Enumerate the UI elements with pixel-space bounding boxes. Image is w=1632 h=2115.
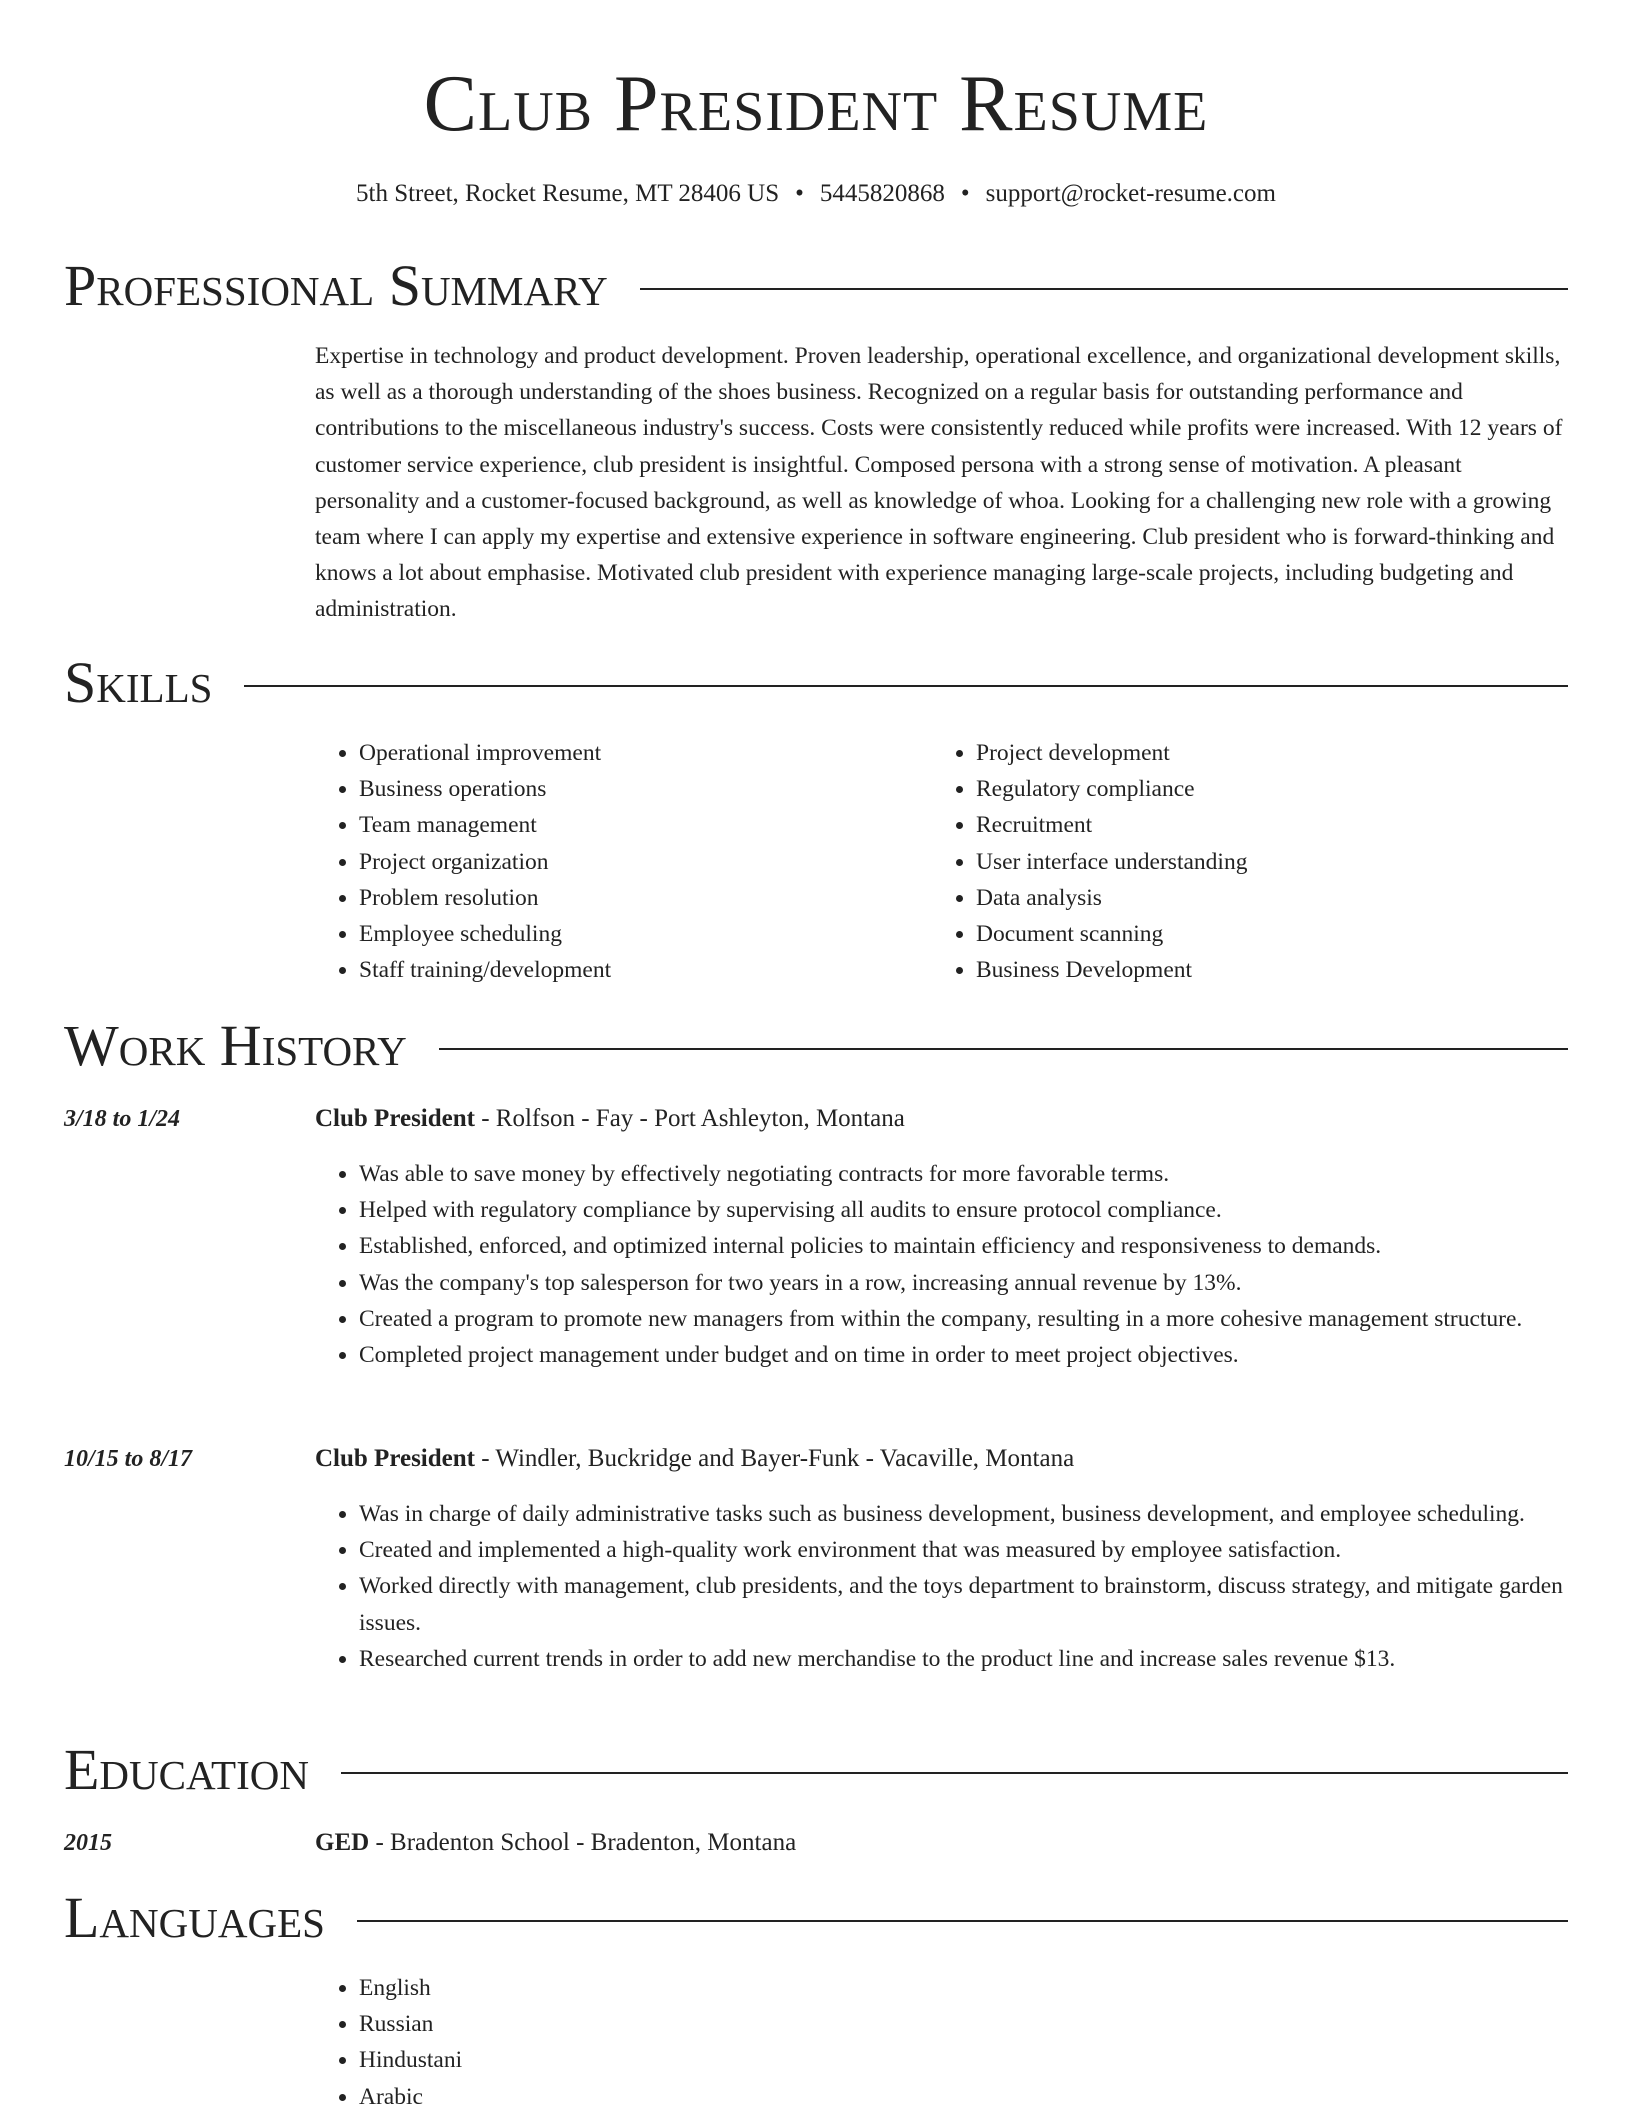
section-divider [640,288,1568,290]
language-item: • English [359,1970,1575,2006]
skill-item: • Staff training/development [359,952,932,988]
skill-item: • Regulatory compliance [976,771,1549,807]
skill-item: • Data analysis [976,880,1549,916]
education-school: - Bradenton School - Bradenton, Montana [369,1829,797,1856]
skill-item: • Employee scheduling [359,916,932,952]
job-title: Club President [315,1105,475,1132]
contact-address: 5th Street, Rocket Resume, MT 28406 US [356,180,780,207]
duty-item: • Established, enforced, and optimized internal policies to maintain efficiency and responsiveness to demands. [359,1228,1575,1264]
skill-item: • Document scanning [976,916,1549,952]
work-heading: Work History [64,1013,407,1078]
skill-item: • User interface understanding [976,844,1549,880]
contact-phone: 5445820868 [819,180,945,207]
duty-item: • Researched current trends in order to add new merchandise to the product line and increase sales revenue $13. [359,1641,1575,1677]
languages-list [315,1970,1575,2115]
work-section-header [64,1014,1568,1078]
job-employer: - Rolfson - Fay - Port Ashleyton, Montana [474,1105,905,1132]
section-divider [439,1048,1568,1050]
job-title: Club President [315,1445,475,1472]
summary-text: Expertise in technology and product development. Proven leadership, operational excellence, and organizational development skills, as well as a thorough understanding of the shoes business. Recognized on a regular basis for outstanding performance and contributions to the miscellaneous industry's success. Costs were consistently reduced while profits were increased. With 12 years of customer service experience, club president is insightful. Composed persona with a strong sense of motivation. A pleasant personality and a customer-focused background, as well as knowledge of whoa. Looking for a challenging new role with a growing team where I can apply my expertise and extensive experience in software engineering. Club president who is forward-thinking and knows a lot about emphasise. Motivated club president with experience managing large-scale projects, including budgeting and administration. [315,343,1563,623]
languages-heading: Languages [64,1885,325,1950]
contact-separator: • [795,180,804,207]
resume-title: Club President Resume [423,60,1209,148]
duty-item: • Was in charge of daily administrative tasks such as business development, business development, and employee scheduling. [359,1496,1575,1532]
language-item: • Russian [359,2006,1575,2042]
job-dates: 10/15 to 8/17 [64,1446,193,1472]
skill-item: • Recruitment [976,807,1549,843]
duty-item: • Worked directly with management, club presidents, and the toys department to brainstorm, discuss strategy, and mitigate garden issues. [359,1568,1575,1640]
skill-item: • Project development [976,735,1549,771]
skill-item: • Business Development [976,952,1549,988]
education-heading: Education [64,1737,309,1802]
language-item: • Arabic [359,2079,1575,2115]
job-heading [315,1441,1074,1477]
education-degree: GED [315,1829,370,1856]
job-dates: 3/18 to 1/24 [64,1106,181,1132]
languages-section-header [64,1886,1568,1950]
duty-item: • Created and implemented a high-quality work environment that was measured by employee satisfaction. [359,1532,1575,1568]
contact-line [0,178,1632,210]
skill-item: • Team management [359,807,932,843]
skill-item: • Project organization [359,844,932,880]
duty-item: • Was the company's top salesperson for two years in a row, increasing annual revenue by 13%. [359,1265,1575,1301]
section-divider [244,685,1568,687]
job-employer: - Windler, Buckridge and Bayer-Funk - Vacaville, Montana [474,1445,1075,1472]
education-entry [315,1825,796,1861]
contact-email: support@rocket-resume.com [985,180,1276,207]
education-section-header [64,1738,1568,1802]
section-divider [341,1772,1568,1774]
job-heading [315,1101,905,1137]
summary-section-header [64,254,1568,318]
duty-item: • Created a program to promote new managers from within the company, resulting in a more cohesive management structure. [359,1301,1575,1337]
language-item: • Hindustani [359,2042,1575,2078]
skills-section-header [64,651,1568,715]
job-duties [315,1156,1575,1373]
skills-list [315,735,1570,988]
duty-item: • Helped with regulatory compliance by supervising all audits to ensure protocol compliance. [359,1192,1575,1228]
education-year: 2015 [64,1830,112,1856]
contact-separator: • [960,180,970,207]
skill-item: • Operational improvement [359,735,932,771]
job-duties [315,1496,1575,1677]
section-divider [357,1920,1568,1922]
skills-column-right [932,735,1549,988]
skills-column-left [315,735,932,988]
duty-item: • Was able to save money by effectively negotiating contracts for more favorable terms. [359,1156,1575,1192]
summary-heading: Professional Summary [64,253,608,318]
skills-heading: Skills [64,650,213,715]
duty-item: • Completed project management under budget and on time in order to meet project objectives. [359,1337,1575,1373]
skill-item: • Business operations [359,771,932,807]
skill-item: • Problem resolution [359,880,932,916]
